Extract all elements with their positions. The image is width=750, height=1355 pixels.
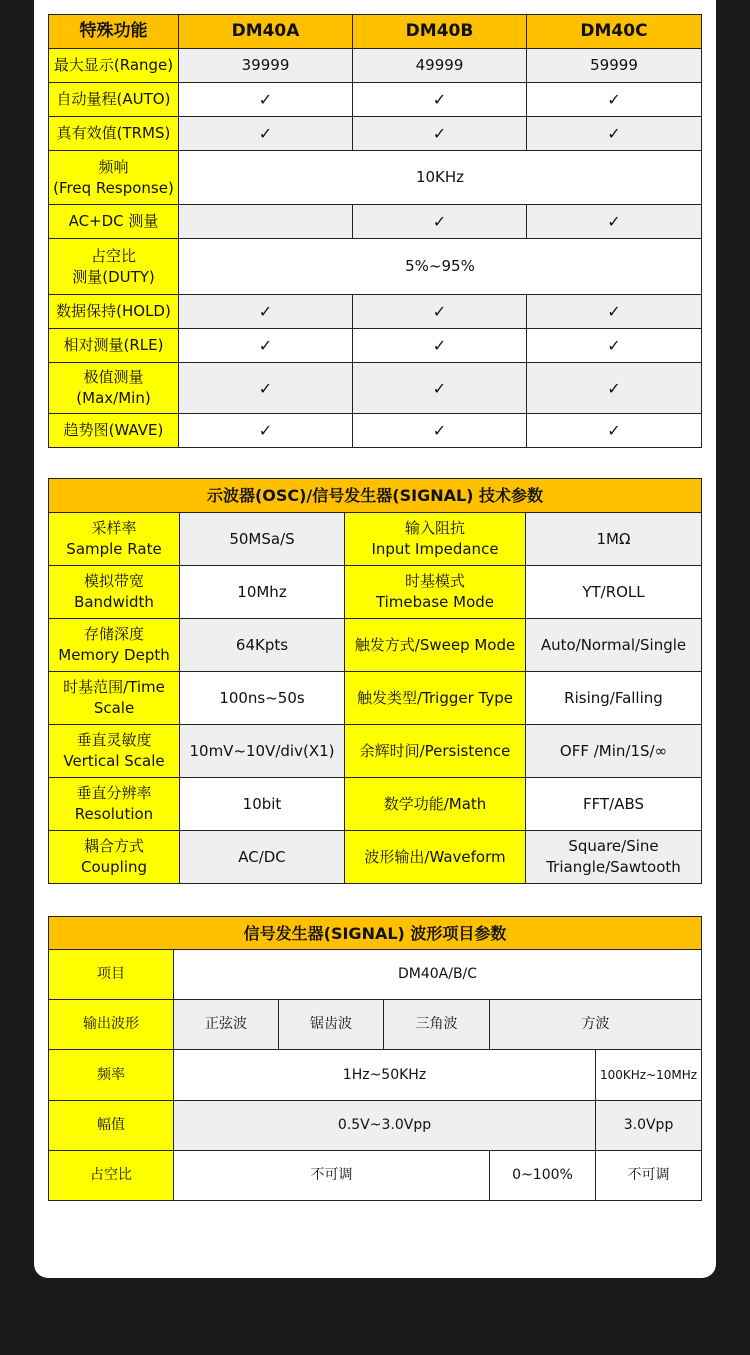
table-row [49, 239, 702, 295]
label-en: Memory Depth [58, 646, 170, 664]
table-row [49, 725, 702, 778]
row-label: 自动量程(AUTO) [49, 83, 179, 117]
table-row [49, 950, 702, 1000]
label-en: Timebase Mode [375, 593, 495, 611]
row-label [49, 363, 179, 414]
row-label: 最大显示(Range) [49, 49, 179, 83]
param-label [345, 566, 526, 619]
table-row [49, 513, 702, 566]
label-cn: 输入阻抗 [404, 519, 465, 537]
osc-spec-table [48, 478, 702, 884]
check-icon: ✓ [527, 83, 702, 117]
value-line: Triangle/Sawtooth [546, 858, 681, 876]
table-row [49, 83, 702, 117]
cell: 0.5V~3.0Vpp [174, 1101, 596, 1151]
param-label: 触发类型/Trigger Type [345, 672, 526, 725]
signal-wave-table [48, 916, 702, 1201]
label-cn: 时基范围/Time [63, 678, 165, 696]
check-icon: ✓ [527, 205, 702, 239]
table-row [49, 329, 702, 363]
param-label: 数学功能/Math [345, 778, 526, 831]
header-cell: 特殊功能 [49, 15, 179, 49]
table-row [49, 414, 702, 448]
param-label: 余辉时间/Persistence [345, 725, 526, 778]
param-label [49, 725, 180, 778]
check-icon: ✓ [179, 414, 353, 448]
label-cn: 耦合方式 [83, 837, 144, 855]
cell: 不可调 [174, 1151, 490, 1201]
check-icon: ✓ [353, 329, 527, 363]
param-label [49, 672, 180, 725]
check-icon: ✓ [353, 414, 527, 448]
check-icon: ✓ [527, 414, 702, 448]
label-en: Coupling [80, 858, 148, 876]
check-icon: ✓ [353, 205, 527, 239]
table-title: 信号发生器(SIGNAL) 波形项目参数 [49, 917, 702, 950]
wave-sawtooth: 锯齿波 [279, 1000, 384, 1050]
table-row [49, 1151, 702, 1201]
param-value: 50MSa/S [180, 513, 345, 566]
table-row [49, 1050, 702, 1101]
check-icon: ✓ [353, 83, 527, 117]
param-value: 10mV~10V/div(X1) [180, 725, 345, 778]
label-line: (Max/Min) [76, 389, 151, 407]
row-label [49, 151, 179, 205]
check-icon: ✓ [353, 295, 527, 329]
table-row [49, 672, 702, 725]
label-cn: 时基模式 [404, 572, 465, 590]
table-row [49, 295, 702, 329]
row-label [49, 239, 179, 295]
label-en: Resolution [74, 805, 154, 823]
cell: 39999 [179, 49, 353, 83]
check-icon: ✓ [179, 83, 353, 117]
row-label: 占空比 [49, 1151, 174, 1201]
label-line: 占空比 [90, 246, 136, 265]
wave-square: 方波 [490, 1000, 702, 1050]
table-row [49, 117, 702, 151]
cell: DM40A/B/C [174, 950, 702, 1000]
check-icon: ✓ [527, 117, 702, 151]
param-value: OFF /Min/1S/∞ [526, 725, 702, 778]
param-value: AC/DC [180, 831, 345, 884]
param-label [345, 513, 526, 566]
row-label: AC+DC 测量 [49, 205, 179, 239]
check-icon: ✓ [527, 363, 702, 414]
table-row [49, 49, 702, 83]
wave-sine: 正弦波 [174, 1000, 279, 1050]
cell: 49999 [353, 49, 527, 83]
cell: 59999 [527, 49, 702, 83]
cell: 100KHz~10MHz [596, 1050, 702, 1101]
check-icon: ✓ [353, 363, 527, 414]
cell: 0~100% [490, 1151, 596, 1201]
check-icon: ✓ [179, 363, 353, 414]
param-value: Auto/Normal/Single [526, 619, 702, 672]
param-value [526, 831, 702, 884]
features-table [48, 14, 702, 448]
label-cn: 垂直分辨率 [76, 784, 152, 802]
row-label: 幅值 [49, 1101, 174, 1151]
param-label [49, 831, 180, 884]
row-label: 输出波形 [49, 1000, 174, 1050]
cell: 3.0Vpp [596, 1101, 702, 1151]
value-line: Square/Sine [568, 837, 659, 855]
label-en: Scale [93, 699, 135, 717]
table-row [49, 619, 702, 672]
param-value: 1MΩ [526, 513, 702, 566]
row-label: 趋势图(WAVE) [49, 414, 179, 448]
table-row [49, 831, 702, 884]
table-row [49, 363, 702, 414]
table-row [49, 778, 702, 831]
param-value: 64Kpts [180, 619, 345, 672]
label-en: Vertical Scale [63, 752, 165, 770]
header-cell: DM40C [527, 15, 702, 49]
check-icon: ✓ [353, 117, 527, 151]
label-cn: 采样率 [91, 519, 137, 537]
table-header-row [49, 479, 702, 513]
merged-cell: 10KHz [179, 151, 702, 205]
row-label: 真有效值(TRMS) [49, 117, 179, 151]
param-label [49, 619, 180, 672]
check-icon: ✓ [527, 329, 702, 363]
label-en: Input Impedance [371, 540, 499, 558]
label-line: 频响 [98, 157, 129, 176]
row-label: 频率 [49, 1050, 174, 1101]
cell: 1Hz~50KHz [174, 1050, 596, 1101]
param-value: 10Mhz [180, 566, 345, 619]
param-label: 触发方式/Sweep Mode [345, 619, 526, 672]
row-label: 项目 [49, 950, 174, 1000]
table-row [49, 1101, 702, 1151]
cell: 不可调 [596, 1151, 702, 1201]
check-icon: ✓ [179, 295, 353, 329]
label-en: Bandwidth [74, 593, 154, 611]
param-label [49, 778, 180, 831]
cell [179, 205, 353, 239]
table-header-row [49, 15, 702, 49]
label-line: 极值测量 [83, 368, 144, 386]
param-value: Rising/Falling [526, 672, 702, 725]
row-label: 数据保持(HOLD) [49, 295, 179, 329]
table-header-row [49, 917, 702, 950]
label-cn: 垂直灵敏度 [76, 731, 152, 749]
label-line: (Freq Response) [53, 178, 174, 197]
param-value: 10bit [180, 778, 345, 831]
table-row [49, 566, 702, 619]
row-label: 相对测量(RLE) [49, 329, 179, 363]
label-line: 测量(DUTY) [72, 267, 155, 286]
table-row [49, 205, 702, 239]
param-label [49, 566, 180, 619]
label-cn: 存储深度 [83, 625, 144, 643]
param-label [49, 513, 180, 566]
param-value: YT/ROLL [526, 566, 702, 619]
param-value: 100ns~50s [180, 672, 345, 725]
header-cell: DM40A [179, 15, 353, 49]
table-row [49, 151, 702, 205]
param-value: FFT/ABS [526, 778, 702, 831]
label-en: Sample Rate [66, 540, 162, 558]
label-cn: 模拟带宽 [83, 572, 144, 590]
wave-triangle: 三角波 [384, 1000, 490, 1050]
table-row [49, 1000, 702, 1050]
check-icon: ✓ [527, 295, 702, 329]
merged-cell: 5%~95% [179, 239, 702, 295]
check-icon: ✓ [179, 117, 353, 151]
table-title: 示波器(OSC)/信号发生器(SIGNAL) 技术参数 [49, 479, 702, 513]
check-icon: ✓ [179, 329, 353, 363]
param-label: 波形输出/Waveform [345, 831, 526, 884]
header-cell: DM40B [353, 15, 527, 49]
